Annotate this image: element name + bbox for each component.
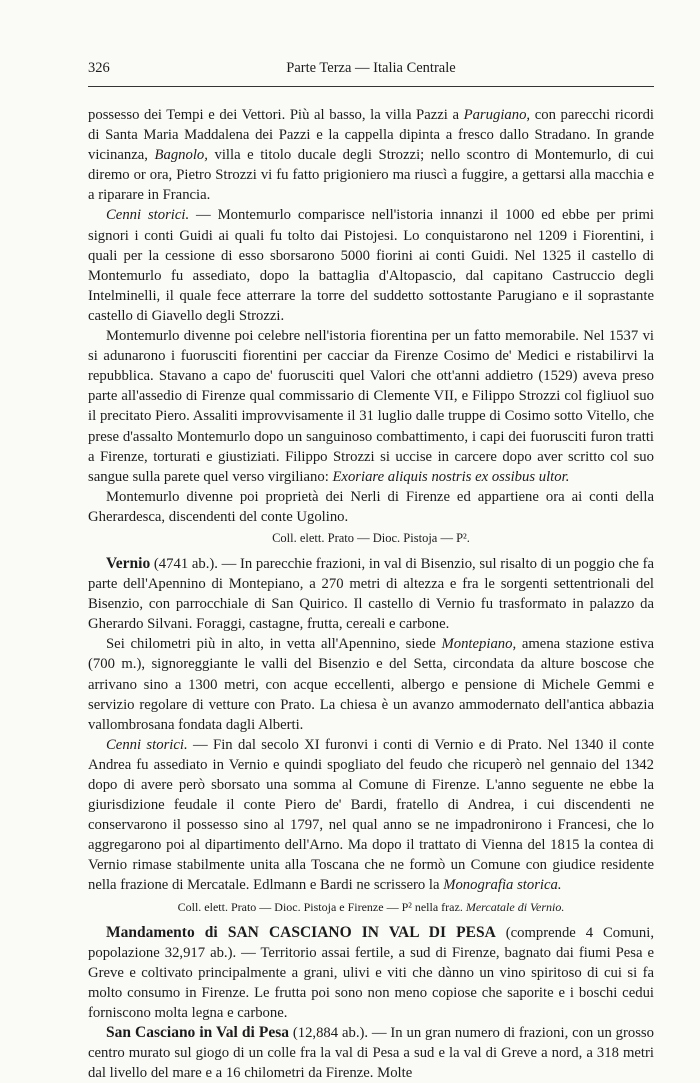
paragraph-montemurlo-nerli: Montemurlo divenne poi proprietà dei Nerli di Firenze ed appartiene ora ai conti della Gherardesca, discendenti del conte Ugolino. — [88, 488, 654, 525]
paragraph-parugiano: possesso dei Tempi e dei Vettori. Più al basso, la villa Pazzi a Parugiano, con parecchi ricordi di Santa Maria Maddalena dei Pazzi e la cappella dipinta a fresco dallo Stradano. In grande vicinanza, Bagnolo, villa e titolo ducale degli Strozzi; nello scontro di Montemurlo, di cui diremo or ora, Pietro Strozzi vi fu fatto prigioniero ma riuscì a fuggire, a gettarsi alla macchia e a riparare in Francia. — [88, 107, 655, 204]
electoral-reference-montemurlo: Coll. elett. Prato — Dioc. Pistoja — P². — [272, 530, 470, 545]
page-header — [88, 60, 654, 82]
paragraph-montepiano: Sei chilometri più in alto, in vetta all'Apennino, siede Montepiano, amena stazione estiva (700 m.), signoreggiante le valli del Bisenzio e del Setta, circondata da alture boscose che arrivano sino a 1300 metri, con acque eccellenti, albergo e pensione di Michele Gemmi e servizio regolare di vetture con Prato. La chiesa è un avanzo ammodernato dell'antica abbazia vallombrosana fondata dagli Alberti. — [88, 636, 654, 733]
paragraph-san-casciano: San Casciano in Val di Pesa (12,884 ab.). — In un gran numero di frazioni, con un grosso centro murato sul giogo di un colle fra la val di Pesa a sud e la val di Greve a nord, a 318 metri dal livello del mare e a 16 chilometri da Firenze. Molte — [88, 1024, 654, 1082]
paragraph-montemurlo-celebre: Montemurlo divenne poi celebre nell'istoria fiorentina per un fatto memorabile. Nel 1537 vi si adunarono i fuorusciti fiorentini per cacciar da Firenze Cosimo de' Medici e ristabilirvi la repubblica. Stavano a capo de' fuorusciti quel Valori che ott'anni addietro (1529) aveva preso parte all'assedio di Firenze qual commissario di Clemente VII, e Filippo Strozzi col figliuol suo il precitato Piero. Assaliti improvvisamente il 31 luglio dalle truppe di Cosimo sotto Vitello, che prese d'assalto Montemurlo dopo un sanguinoso combattimento, i capi dei fuorusciti furon tratti a Firenze, torturati e giustiziati. Filippo Strozzi si uccise in carcere dopo aver scritto col suo sangue sulla parete quel verso virgiliano: Exoriare aliquis nostris ex ossibus ultor. — [88, 328, 654, 485]
page-number: 326 — [88, 60, 110, 76]
paragraph-mandamento-san-casciano: Mandamento di SAN CASCIANO IN VAL DI PESA (comprende 4 Comuni, popolazione 32,917 ab.). — Territorio assai fertile, a sud di Firenze, bagnato dai fiumi Pesa e Greve e coltivato principalmente a grani, ulivi e viti che dànno un vino spiritoso di cui si fa molto consumo in Firenze. Le frutta poi sono non meno copiose che saporite e i boschi cedui forniscono molta legna e carbone. — [88, 923, 655, 1021]
running-title: Parte Terza — Italia Centrale — [286, 60, 456, 76]
paragraph-cenni-storici-vernio: Cenni storici. — Fin dal secolo XI furonvi i conti di Vernio e di Prato. Nel 1340 il conte Andrea fu assediato in Vernio e quindi spogliato del feudo che ricuperò nel gennaio del 1342 dopo di avere però sborsato una somma al Comune di Firenze. L'anno seguente ne ebbe la giurisdizione feudale il conte Piero de' Bardi, fratello di Andrea, i cui discendenti ne conservarono il possesso sino al 1797, nel qual anno se ne impadronirono i Francesi, che lo aggregarono poi al dipartimento dell'Arno. Ma dopo il trattato di Vienna del 1815 la contea di Vernio rimase stabilmente unita alla Toscana che ne formò un Comune con giudice residente nella frazione di Mercatale. Edlmann e Bardi ne scrissero la Monografia storica. — [88, 736, 655, 894]
header-rule — [88, 86, 654, 87]
page — [88, 60, 654, 1083]
paragraph-cenni-storici-montemurlo: Cenni storici. — Montemurlo comparisce nell'istoria innanzi il 1000 ed ebbe per primi signori i conti Guidi ai quali fu tolto dai Pistojesi. Lo conquistarono nel 1209 i Fiorentini, i quali per la cessione di esso sborsarono 5000 fiorini ai conti Guidi. Nel 1325 il castello di Montemurlo fu assediato, dopo la battaglia d'Altopascio, dal capitano Castruccio degli Intelminelli, il quale fece atterrare la torre del suddetto sottostante Parugiano e il soprastante castello di Giavello degli Strozzi. — [88, 207, 655, 324]
electoral-reference-vernio: Coll. elett. Prato — Dioc. Pistoja e Firenze — P² nella fraz. Mercatale di Vernio. — [177, 899, 565, 914]
paragraph-vernio: Vernio (4741 ab.). — In parecchie frazioni, in val di Bisenzio, sul risalto di un poggio che fa parte dell'Apennino di Montepiano, a 270 metri di altezza e fra le sorgenti settentrionali del Bisenzio, con parrocchiale di San Quirico. Il castello di Vernio fu trasformato in palazzo da Gherardo Silvani. Foraggi, castagne, frutta, cereali e carbone. — [88, 554, 654, 633]
